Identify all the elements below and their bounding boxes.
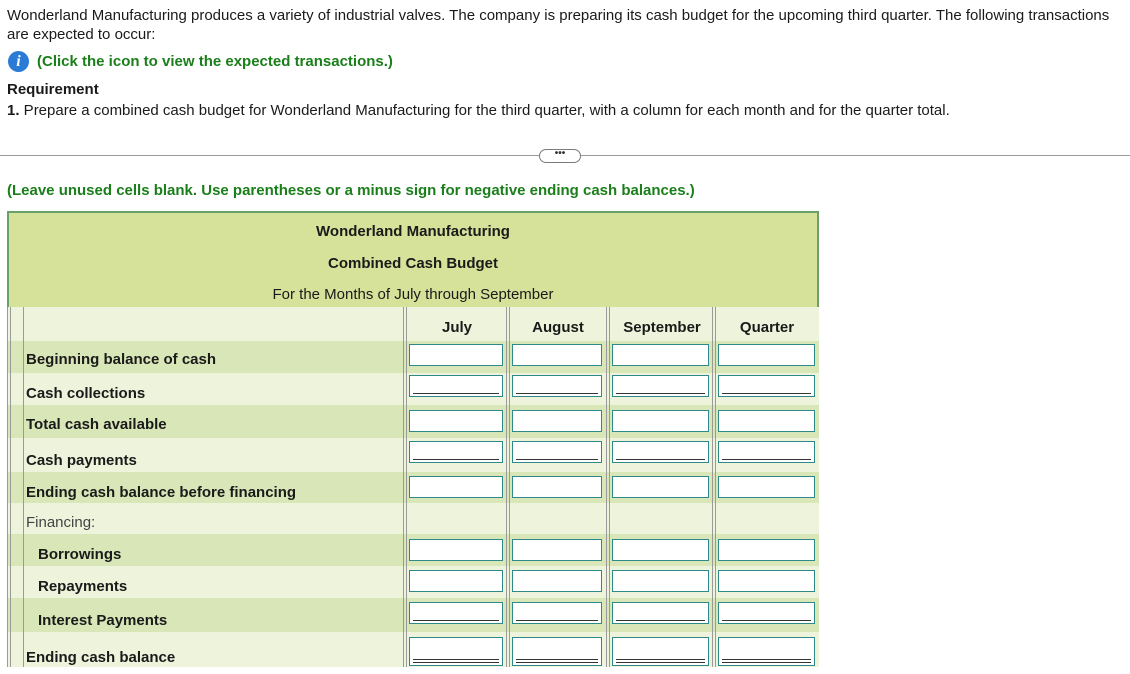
col-quarter: Quarter bbox=[739, 319, 795, 336]
input-collections-august[interactable] bbox=[512, 375, 602, 397]
input-total-available-august[interactable] bbox=[512, 410, 602, 432]
col-september: September bbox=[623, 319, 701, 336]
input-before-financing-september[interactable] bbox=[612, 476, 709, 498]
row-label-ending-before-financing: Ending cash balance before financing bbox=[26, 484, 297, 501]
input-total-available-july[interactable] bbox=[409, 410, 503, 432]
input-total-available-quarter[interactable] bbox=[718, 410, 815, 432]
row-label-repayments: Repayments bbox=[38, 578, 128, 595]
table-row bbox=[7, 503, 819, 534]
input-before-financing-july[interactable] bbox=[409, 476, 503, 498]
input-ending-july[interactable] bbox=[409, 637, 503, 666]
input-before-financing-august[interactable] bbox=[512, 476, 602, 498]
input-payments-august[interactable] bbox=[512, 441, 602, 463]
input-ending-quarter[interactable] bbox=[718, 637, 815, 666]
requirement-text bbox=[7, 102, 950, 119]
requirement-number: 1. bbox=[7, 102, 20, 119]
input-collections-july[interactable] bbox=[409, 375, 503, 397]
input-total-available-september[interactable] bbox=[612, 410, 709, 432]
row-label-cash-collections: Cash collections bbox=[26, 385, 146, 402]
input-collections-september[interactable] bbox=[612, 375, 709, 397]
intro-text: Wonderland Manufacturing produces a variety of industrial valves. The company is preparing its cash budget for the upcoming third quarter. The following transactions are expected to occur: bbox=[7, 7, 1110, 43]
input-payments-july[interactable] bbox=[409, 441, 503, 463]
input-ending-september[interactable] bbox=[612, 637, 709, 666]
input-ending-august[interactable] bbox=[512, 637, 602, 666]
input-beginning-july[interactable] bbox=[409, 344, 503, 366]
col-july: July bbox=[441, 319, 472, 336]
input-payments-quarter[interactable] bbox=[718, 441, 815, 463]
input-interest-quarter[interactable] bbox=[718, 602, 815, 624]
input-payments-september[interactable] bbox=[612, 441, 709, 463]
row-label-ending-cash-balance: Ending cash balance bbox=[26, 649, 176, 666]
expand-button[interactable]: ••• bbox=[539, 149, 581, 163]
instruction-text: (Leave unused cells blank. Use parentheses or a minus sign for negative ending cash balances.) bbox=[7, 182, 695, 199]
input-repayments-august[interactable] bbox=[512, 570, 602, 592]
input-interest-september[interactable] bbox=[612, 602, 709, 624]
col-august: August bbox=[532, 319, 584, 336]
row-label-cash-payments: Cash payments bbox=[26, 452, 137, 469]
expected-transactions-link[interactable]: (Click the icon to view the expected transactions.) bbox=[37, 53, 393, 70]
row-label-beginning-balance: Beginning balance of cash bbox=[26, 351, 217, 368]
input-repayments-quarter[interactable] bbox=[718, 570, 815, 592]
grid-line bbox=[506, 307, 510, 667]
info-row bbox=[8, 51, 393, 72]
company-name: Wonderland Manufacturing bbox=[316, 223, 510, 240]
input-beginning-august[interactable] bbox=[512, 344, 602, 366]
input-borrowings-august[interactable] bbox=[512, 539, 602, 561]
input-before-financing-quarter[interactable] bbox=[718, 476, 815, 498]
input-interest-august[interactable] bbox=[512, 602, 602, 624]
input-interest-july[interactable] bbox=[409, 602, 503, 624]
row-label-total-cash-available: Total cash available bbox=[26, 416, 167, 433]
grid-line bbox=[712, 307, 716, 667]
input-collections-quarter[interactable] bbox=[718, 375, 815, 397]
input-repayments-july[interactable] bbox=[409, 570, 503, 592]
input-beginning-quarter[interactable] bbox=[718, 344, 815, 366]
input-beginning-september[interactable] bbox=[612, 344, 709, 366]
info-icon[interactable]: i bbox=[8, 51, 29, 72]
grid-line bbox=[23, 307, 24, 667]
requirement-title: Requirement bbox=[7, 81, 99, 98]
row-label-interest-payments: Interest Payments bbox=[38, 612, 168, 629]
grid-line bbox=[403, 307, 407, 667]
grid-line bbox=[606, 307, 610, 667]
input-borrowings-september[interactable] bbox=[612, 539, 709, 561]
grid-line bbox=[7, 307, 11, 667]
input-repayments-september[interactable] bbox=[612, 570, 709, 592]
requirement-body: Prepare a combined cash budget for Wonderland Manufacturing for the third quarter, with a column for each month and for the quarter total. bbox=[19, 102, 950, 119]
budget-period: For the Months of July through September bbox=[272, 286, 554, 303]
budget-header bbox=[7, 211, 819, 309]
row-label-financing: Financing: bbox=[26, 514, 96, 531]
row-label-borrowings: Borrowings bbox=[38, 546, 122, 563]
input-borrowings-quarter[interactable] bbox=[718, 539, 815, 561]
budget-title: Combined Cash Budget bbox=[327, 255, 498, 272]
column-header-row bbox=[7, 307, 819, 341]
input-borrowings-july[interactable] bbox=[409, 539, 503, 561]
